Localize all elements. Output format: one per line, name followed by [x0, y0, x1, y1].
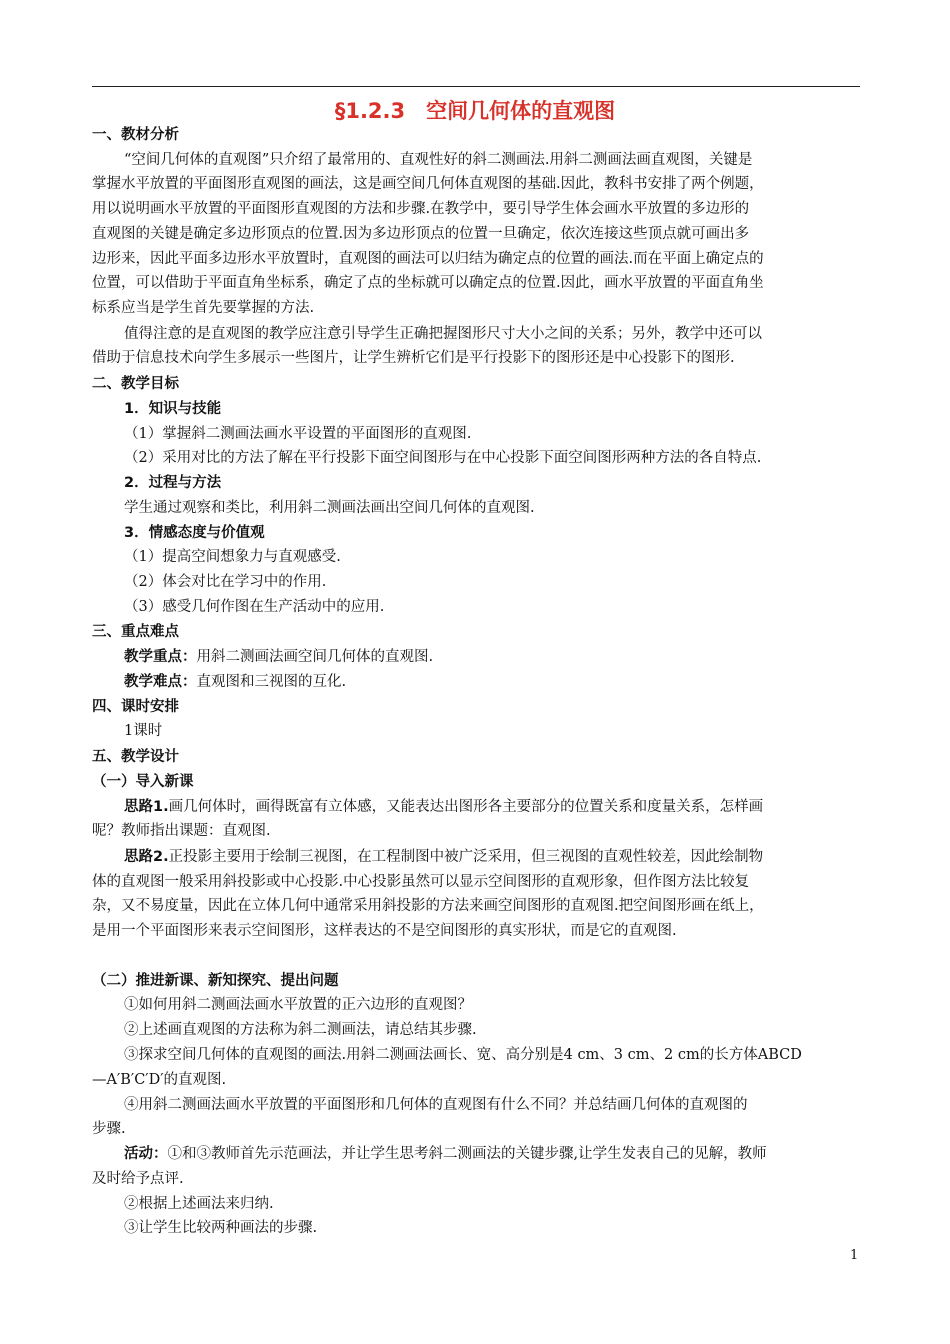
- paragraph-line: 值得注意的是直观图的教学应注意引导学生正确把握图形尺寸大小之间的关系；另外，教学中还可以: [124, 326, 762, 342]
- idea-label: 思路2.: [124, 849, 169, 865]
- paragraph-line: 学生通过观察和类比，利用斜二测画法画出空间几何体的直观图.: [124, 500, 535, 516]
- difficult-point-label: 教学难点：: [124, 674, 197, 690]
- paragraph-line: 是用一个平面图形来表示空间图形，这样表达的不是空间图形的真实形状，而是它的直观图.: [92, 923, 677, 939]
- list-item: （3）感受几何作图在生产活动中的应用.: [124, 599, 385, 615]
- question-item: ④用斜二测画法画水平放置的平面图形和几何体的直观图有什么不同？并总结画几何体的直观图的: [124, 1097, 748, 1113]
- list-item: （1）提高空间想象力与直观感受.: [124, 549, 341, 565]
- key-point-line: [124, 646, 904, 668]
- paragraph-line: 直观图的关键是确定多边形顶点的位置.因为多边形顶点的位置一旦确定，依次连接这些顶点就可画出多: [92, 226, 750, 242]
- list-item: （2）体会对比在学习中的作用.: [124, 574, 327, 590]
- question-item: ①如何用斜二测画法画水平放置的正六边形的直观图？: [124, 997, 472, 1013]
- subsection-heading: 2．过程与方法: [124, 475, 222, 491]
- key-point-label: 教学重点：: [124, 649, 197, 665]
- section-heading: 一、教材分析: [92, 127, 179, 143]
- question-item: ③探求空间几何体的直观图的画法.用斜二测画法画长、宽、高分别是4 cm、3 cm、2 cm的长方体ABCD: [124, 1047, 802, 1063]
- activity-item: ②根据上述画法来归纳.: [124, 1196, 274, 1212]
- header-rule: [92, 86, 860, 87]
- paragraph-line: “空间几何体的直观图”只介绍了最常用的、直观性好的斜二测画法.用斜二测画法画直观图，关键是: [124, 152, 753, 168]
- paragraph-line: [124, 846, 904, 868]
- idea-label: 思路1.: [124, 799, 169, 815]
- activity-item: ③让学生比较两种画法的步骤.: [124, 1220, 318, 1236]
- list-item: （2）采用对比的方法了解在平行投影下面空间图形与在中心投影下面空间图形两种方法的各自特点.: [124, 450, 762, 466]
- difficult-point-text: 直观图和三视图的互化.: [196, 674, 347, 690]
- paragraph-line: 及时给予点评.: [92, 1171, 184, 1187]
- list-item: （1）掌握斜二测画法画水平设置的平面图形的直观图.: [124, 426, 472, 442]
- paragraph-line: 呢？教师指出课题：直观图.: [92, 823, 271, 839]
- idea-text: 正投影主要用于绘制三视图，在工程制图中被广泛采用，但三视图的直观性较差，因此绘制物: [168, 849, 764, 865]
- page-title: §1.2.3 空间几何体的直观图: [334, 99, 616, 123]
- section-heading: 三、重点难点: [92, 624, 179, 640]
- question-item: 步骤.: [92, 1121, 126, 1137]
- activity-label: 活动：: [124, 1146, 168, 1162]
- paragraph-line: 1课时: [124, 723, 163, 739]
- section-heading: 二、教学目标: [92, 376, 179, 392]
- paragraph-line: 体的直观图一般采用斜投影或中心投影.中心投影虽然可以显示空间图形的直观形象，但作图方法比较复: [92, 874, 750, 890]
- paragraph-line: [124, 796, 904, 818]
- paragraph-line: 借助于信息技术向学生多展示一些图片，让学生辨析它们是平行投影下的图形还是中心投影下的图形.: [92, 350, 735, 366]
- key-point-text: 用斜二测画法画空间几何体的直观图.: [196, 649, 434, 665]
- paragraph-line: 位置，可以借助于平面直角坐标系，确定了点的坐标就可以确定点的位置.因此，画水平放置的平面直角坐: [92, 275, 764, 291]
- activity-line: [124, 1143, 904, 1165]
- difficult-point-line: [124, 671, 904, 693]
- section-heading: 五、教学设计: [92, 749, 179, 765]
- paragraph-line: 边形来，因此平面多边形水平放置时，直观图的画法可以归结为确定点的位置的画法.而在平面上确定点的: [92, 251, 764, 267]
- activity-text: ①和③教师首先示范画法，并让学生思考斜二测画法的关键步骤,让学生发表自己的见解，教师: [167, 1146, 767, 1162]
- subsection-heading: （二）推进新课、新知探究、提出问题: [92, 973, 339, 989]
- question-item: ②上述画直观图的方法称为斜二测画法，请总结其步骤.: [124, 1022, 477, 1038]
- paragraph-line: 掌握水平放置的平面图形直观图的画法，这是画空间几何体直观图的基础.因此，教科书安排了两个例题，: [92, 176, 764, 192]
- subsection-heading: 3．情感态度与价值观: [124, 525, 265, 541]
- paragraph-line: 用以说明画水平放置的平面图形直观图的方法和步骤.在教学中，要引导学生体会画水平放置的多边形的: [92, 201, 750, 217]
- paragraph-line: 杂，又不易度量，因此在立体几何中通常采用斜投影的方法来画空间图形的直观图.把空间图形画在纸上，: [92, 898, 764, 914]
- paragraph-line: 标系应当是学生首先要掌握的方法.: [92, 300, 315, 316]
- question-item: —A′B′C′D′的直观图.: [92, 1072, 227, 1088]
- subsection-heading: （一）导入新课: [92, 774, 194, 790]
- page-number: 1: [850, 1248, 859, 1263]
- idea-text: 画几何体时，画得既富有立体感，又能表达出图形各主要部分的位置关系和度量关系，怎样画: [168, 799, 764, 815]
- section-heading: 四、课时安排: [92, 699, 179, 715]
- subsection-heading: 1．知识与技能: [124, 401, 222, 417]
